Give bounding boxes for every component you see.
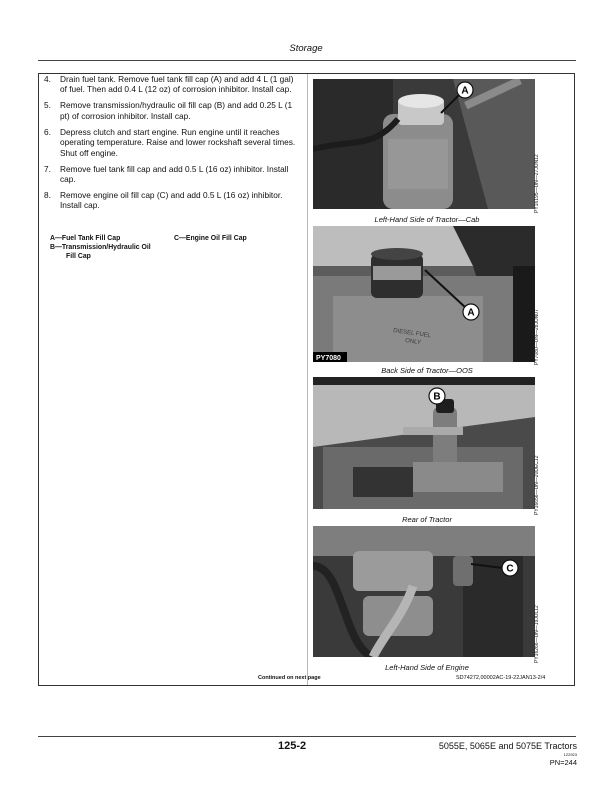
figure-code: PY16656—UN—20DEC12	[534, 455, 540, 515]
page-number: 125-2	[278, 740, 307, 752]
step-item	[44, 74, 302, 95]
svg-text:A: A	[467, 307, 475, 319]
step-item	[44, 100, 302, 121]
step-text: Drain fuel tank. Remove fuel tank fill cap (A) and add 4 L (1 gal) of fuel. Then add 0.4 L (12 oz) of corrosion inhibitor. Install cap.	[60, 74, 294, 95]
photo-rear-of-tractor	[313, 377, 535, 509]
callout-b: B—Transmission/Hydraulic Oil	[50, 244, 151, 251]
callout-column-left	[50, 234, 170, 261]
callout-column-right	[174, 234, 300, 243]
svg-text:B: B	[433, 391, 441, 403]
photo-back-side-oos	[313, 226, 535, 362]
callout-marker-a	[457, 82, 473, 98]
photo-tag: PY7080	[316, 355, 341, 362]
step-item	[44, 190, 302, 211]
header-rule	[38, 60, 576, 61]
document-reference: SD74272,00002AC-19-22JAN13-2/4	[456, 675, 546, 681]
photo-left-side-engine	[313, 526, 535, 657]
step-number: 8.	[44, 190, 51, 201]
callout-b-continued: Fill Cap	[66, 253, 91, 260]
figure-code: PY7080—UN—28JUN07	[534, 309, 540, 365]
step-item	[44, 127, 302, 158]
callout-marker-a	[463, 304, 479, 320]
step-number: 6.	[44, 126, 51, 137]
photo-left-side-cab	[313, 79, 535, 209]
step-item	[44, 164, 302, 185]
figure-code: PY16266—UN—19JUL12	[534, 605, 540, 663]
figure-caption: Left-Hand Side of Engine	[385, 663, 469, 672]
svg-text:ONLY: ONLY	[404, 338, 422, 347]
step-text: Depress clutch and start engine. Run engine until it reaches operating temperature. Raise and lower rockshaft several times. Shut off engine.	[60, 126, 296, 158]
column-divider	[307, 74, 308, 685]
figure-caption: Rear of Tractor	[402, 515, 452, 524]
callout-a: A—Fuel Tank Fill Cap	[50, 235, 121, 242]
svg-text:C: C	[506, 563, 514, 575]
step-text: Remove engine oil fill cap (C) and add 0.5 L (16 oz) inhibitor. Install cap.	[60, 190, 283, 211]
step-number: 7.	[44, 163, 51, 174]
step-text: Remove fuel tank fill cap and add 0.5 L (16 oz) inhibitor. Install cap.	[60, 163, 289, 185]
callout-marker-c	[502, 560, 518, 576]
callout-marker-b	[429, 388, 445, 404]
step-number: 5.	[44, 100, 51, 111]
step-text: Remove transmission/hydraulic oil fill cap (B) and add 0.25 L (1 pt) of corrosion inhibitor. Install cap.	[60, 100, 293, 121]
figure-caption: Left-Hand Side of Tractor—Cab	[374, 215, 480, 224]
book-title: 5055E, 5065E and 5075E Tractors	[438, 741, 577, 751]
callout-c: C—Engine Oil Fill Cap	[174, 235, 247, 242]
figure-caption: Back Side of Tractor—OOS	[381, 366, 473, 375]
footer-rule	[38, 736, 576, 737]
svg-text:A: A	[461, 85, 469, 97]
procedure-steps	[44, 74, 302, 216]
continued-note: Continued on next page	[258, 675, 321, 681]
figure-code: PY16195—UN—27JUN12	[534, 154, 540, 213]
page-header-title: Storage	[289, 43, 323, 54]
page-pn: PN=244	[549, 758, 577, 767]
print-code: 122923	[563, 752, 577, 757]
step-number: 4.	[44, 74, 51, 84]
svg-text:DIESEL FUEL: DIESEL FUEL	[392, 328, 432, 340]
